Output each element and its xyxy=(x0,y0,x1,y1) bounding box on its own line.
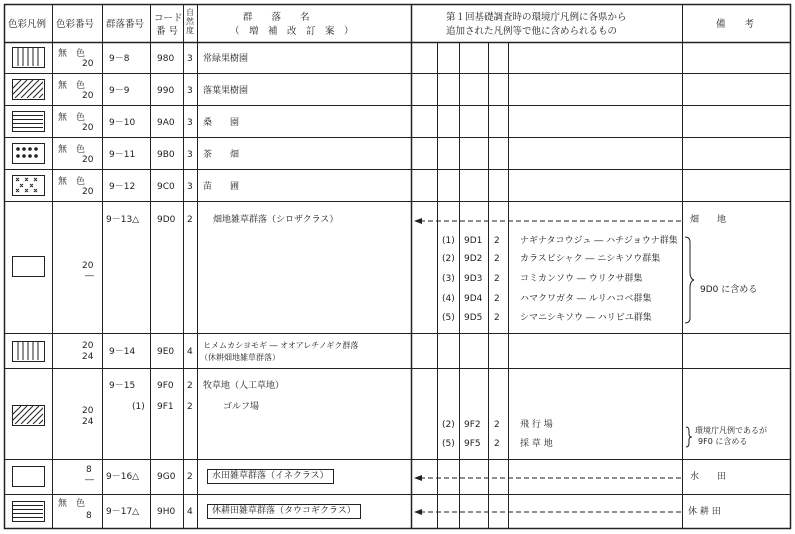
row7-group: 9－14 xyxy=(109,347,136,357)
blank-swatch-2 xyxy=(12,466,45,487)
row10-naturalness: 4 xyxy=(187,507,193,517)
row10-remark: 休 耕 田 xyxy=(688,507,721,517)
header-group-no: 群落番号 xyxy=(106,19,145,30)
row9-naturalness: 2 xyxy=(187,472,193,482)
sub2-naturalness: 2 xyxy=(494,254,500,264)
sub3-naturalness: 2 xyxy=(494,274,500,284)
row1-naturalness: 3 xyxy=(187,54,193,64)
row8-remark-2: 9F0 に含める xyxy=(698,437,748,446)
header-added: 第１回基礎調査時の環境庁凡例に各県から xyxy=(446,12,627,23)
sub3-code: 9D3 xyxy=(464,274,483,284)
row5-code: 9C0 xyxy=(157,182,175,192)
sub5-code: 9D5 xyxy=(464,313,483,323)
sub1-naturalness: 2 xyxy=(494,236,500,246)
row7-name: ヒメムカシヨモギ ― オオアレチノギク群落 xyxy=(203,341,359,350)
sub4-naturalness: 2 xyxy=(494,294,500,304)
row8-naturalness: 2 xyxy=(187,381,193,391)
row8-extra2-naturalness: 2 xyxy=(494,439,500,449)
row7-color-b: 24 xyxy=(82,352,94,362)
row2-color-a: 無 色 xyxy=(58,81,86,91)
diagonal-hatch-swatch xyxy=(12,79,45,100)
horizontal-stripe-swatch xyxy=(12,111,45,132)
vertical-stripe-swatch xyxy=(12,47,45,68)
header-code: コード xyxy=(154,13,183,24)
row5-color-b: 20 xyxy=(82,187,94,197)
row9-name: 水田雑草群落（イネクラス） xyxy=(207,469,334,484)
row4-code: 9B0 xyxy=(157,150,175,160)
sub5-naturalness: 2 xyxy=(494,313,500,323)
row9-remark: 水 田 xyxy=(690,472,727,482)
row3-name: 桑 園 xyxy=(203,118,240,128)
row8-color-a: 20 xyxy=(82,406,94,416)
row4-naturalness: 3 xyxy=(187,150,193,160)
sub3-no: (3) xyxy=(442,274,455,284)
header-legend: 色彩凡例 xyxy=(8,19,47,30)
row2-group: 9－9 xyxy=(109,86,130,96)
row8-sub-code: 9F1 xyxy=(157,402,174,412)
sub4-no: (4) xyxy=(442,294,455,304)
row1-color-a: 無 色 xyxy=(58,49,86,59)
row6-code: 9D0 xyxy=(157,215,176,225)
row2-code: 990 xyxy=(157,86,175,96)
row3-group: 9－10 xyxy=(109,118,136,128)
dot-pattern-swatch xyxy=(12,143,45,164)
row4-group: 9－11 xyxy=(109,150,136,160)
row8-name: 牧草地（人工草地） xyxy=(203,381,285,391)
row3-code: 9A0 xyxy=(157,118,175,128)
blank-swatch xyxy=(12,256,45,277)
row5-color-a: 無 色 xyxy=(58,177,86,187)
row8-code: 9F0 xyxy=(157,381,174,391)
row8-remark: 環境庁凡例であるが xyxy=(695,426,767,435)
header-community: 群 落 名 xyxy=(243,12,310,23)
row4-color-a: 無 色 xyxy=(58,145,86,155)
row8-extra1-naturalness: 2 xyxy=(494,420,500,430)
row8-sub-naturalness: 2 xyxy=(187,402,193,412)
row8-extra1-no: (2) xyxy=(442,420,455,430)
row9-group: 9－16△ xyxy=(106,472,140,482)
row5-naturalness: 3 xyxy=(187,182,193,192)
row7-name-2: （休耕畑地雑草群落） xyxy=(200,353,280,362)
row10-color-a: 無 色 xyxy=(58,499,86,509)
row10-name: 休耕田雑草群落（タウコギクラス） xyxy=(207,504,361,519)
row7-code: 9E0 xyxy=(157,347,175,357)
row8-extra2-no: (5) xyxy=(442,439,455,449)
row10-group: 9－17△ xyxy=(106,507,140,517)
header-naturalness: 自然度 xyxy=(186,8,194,36)
row5-name: 苗 圃 xyxy=(203,182,240,192)
sub1-code: 9D1 xyxy=(464,236,483,246)
row8-color-b: 24 xyxy=(82,417,94,427)
row6-color-sub: ― xyxy=(85,271,94,281)
row3-color-b: 20 xyxy=(82,123,94,133)
row7-naturalness: 4 xyxy=(187,347,193,357)
row7-color-a: 20 xyxy=(82,341,94,351)
row6-name: 畑地雑草群落（シロザクラス） xyxy=(213,215,339,225)
horizontal-stripe-swatch-2 xyxy=(12,501,45,522)
row4-color-b: 20 xyxy=(82,155,94,165)
row5-group: 9－12 xyxy=(109,182,136,192)
row1-code: 980 xyxy=(157,54,175,64)
row9-color-a: 8 xyxy=(86,465,92,475)
row3-naturalness: 3 xyxy=(187,118,193,128)
row9-color-b: ― xyxy=(85,475,94,485)
row6-group: 9－13△ xyxy=(106,215,140,225)
row8-extra2-code: 9F5 xyxy=(464,439,481,449)
row8-sub-name: ゴルフ場 xyxy=(223,402,260,412)
row1-color-b: 20 xyxy=(82,59,94,69)
diagonal-hatch-swatch-2 xyxy=(12,405,45,426)
sub1-no: (1) xyxy=(442,236,455,246)
cross-pattern-swatch xyxy=(12,175,45,196)
row6-sub-remark: 9D0 に含める xyxy=(700,285,758,295)
row6-naturalness: 2 xyxy=(187,215,193,225)
row8-extra1-name: 飛 行 場 xyxy=(520,420,553,430)
header-code-2: 番 号 xyxy=(156,26,179,37)
sub2-code: 9D2 xyxy=(464,254,483,264)
vertical-stripe-swatch-2 xyxy=(12,341,45,362)
row3-color-a: 無 色 xyxy=(58,113,86,123)
row8-group: 9－15 xyxy=(109,381,136,391)
sub5-name: シマニシキソウ ― ハリビユ群集 xyxy=(520,313,652,323)
row10-code: 9H0 xyxy=(157,507,176,517)
header-remarks: 備 考 xyxy=(716,19,755,30)
sub4-name: ハマクワガタ ― ルリハコベ群集 xyxy=(520,294,652,304)
sub2-name: カラスビシャク ― ニシキソウ群集 xyxy=(520,254,661,264)
row2-name: 落葉果樹園 xyxy=(203,86,249,96)
sub2-no: (2) xyxy=(442,254,455,264)
header-added-2: 追加された凡例等で他に含められるもの xyxy=(446,26,618,37)
header-color-no: 色彩番号 xyxy=(56,19,95,30)
row6-remark: 畑 地 xyxy=(690,215,727,225)
row9-code: 9G0 xyxy=(157,472,176,482)
row8-extra1-code: 9F2 xyxy=(464,420,481,430)
row1-group: 9－8 xyxy=(109,54,130,64)
row2-naturalness: 3 xyxy=(187,86,193,96)
row4-name: 茶 畑 xyxy=(203,150,240,160)
sub4-code: 9D4 xyxy=(464,294,483,304)
row8-sub-no: (1) xyxy=(132,402,145,412)
row1-name: 常緑果樹園 xyxy=(203,54,249,64)
row10-color-b: 8 xyxy=(86,511,92,521)
row2-color-b: 20 xyxy=(82,91,94,101)
row8-extra2-name: 採 草 地 xyxy=(520,439,553,449)
sub5-no: (5) xyxy=(442,313,455,323)
sub1-name: ナギナタコウジュ ― ハチジョウナ群集 xyxy=(520,236,678,246)
sub3-name: コミカンソウ ― ウリクサ群集 xyxy=(520,274,643,284)
row6-color-no: 20 xyxy=(82,261,94,271)
header-community-2: （ 増 補 改 訂 案 ） xyxy=(230,26,354,37)
